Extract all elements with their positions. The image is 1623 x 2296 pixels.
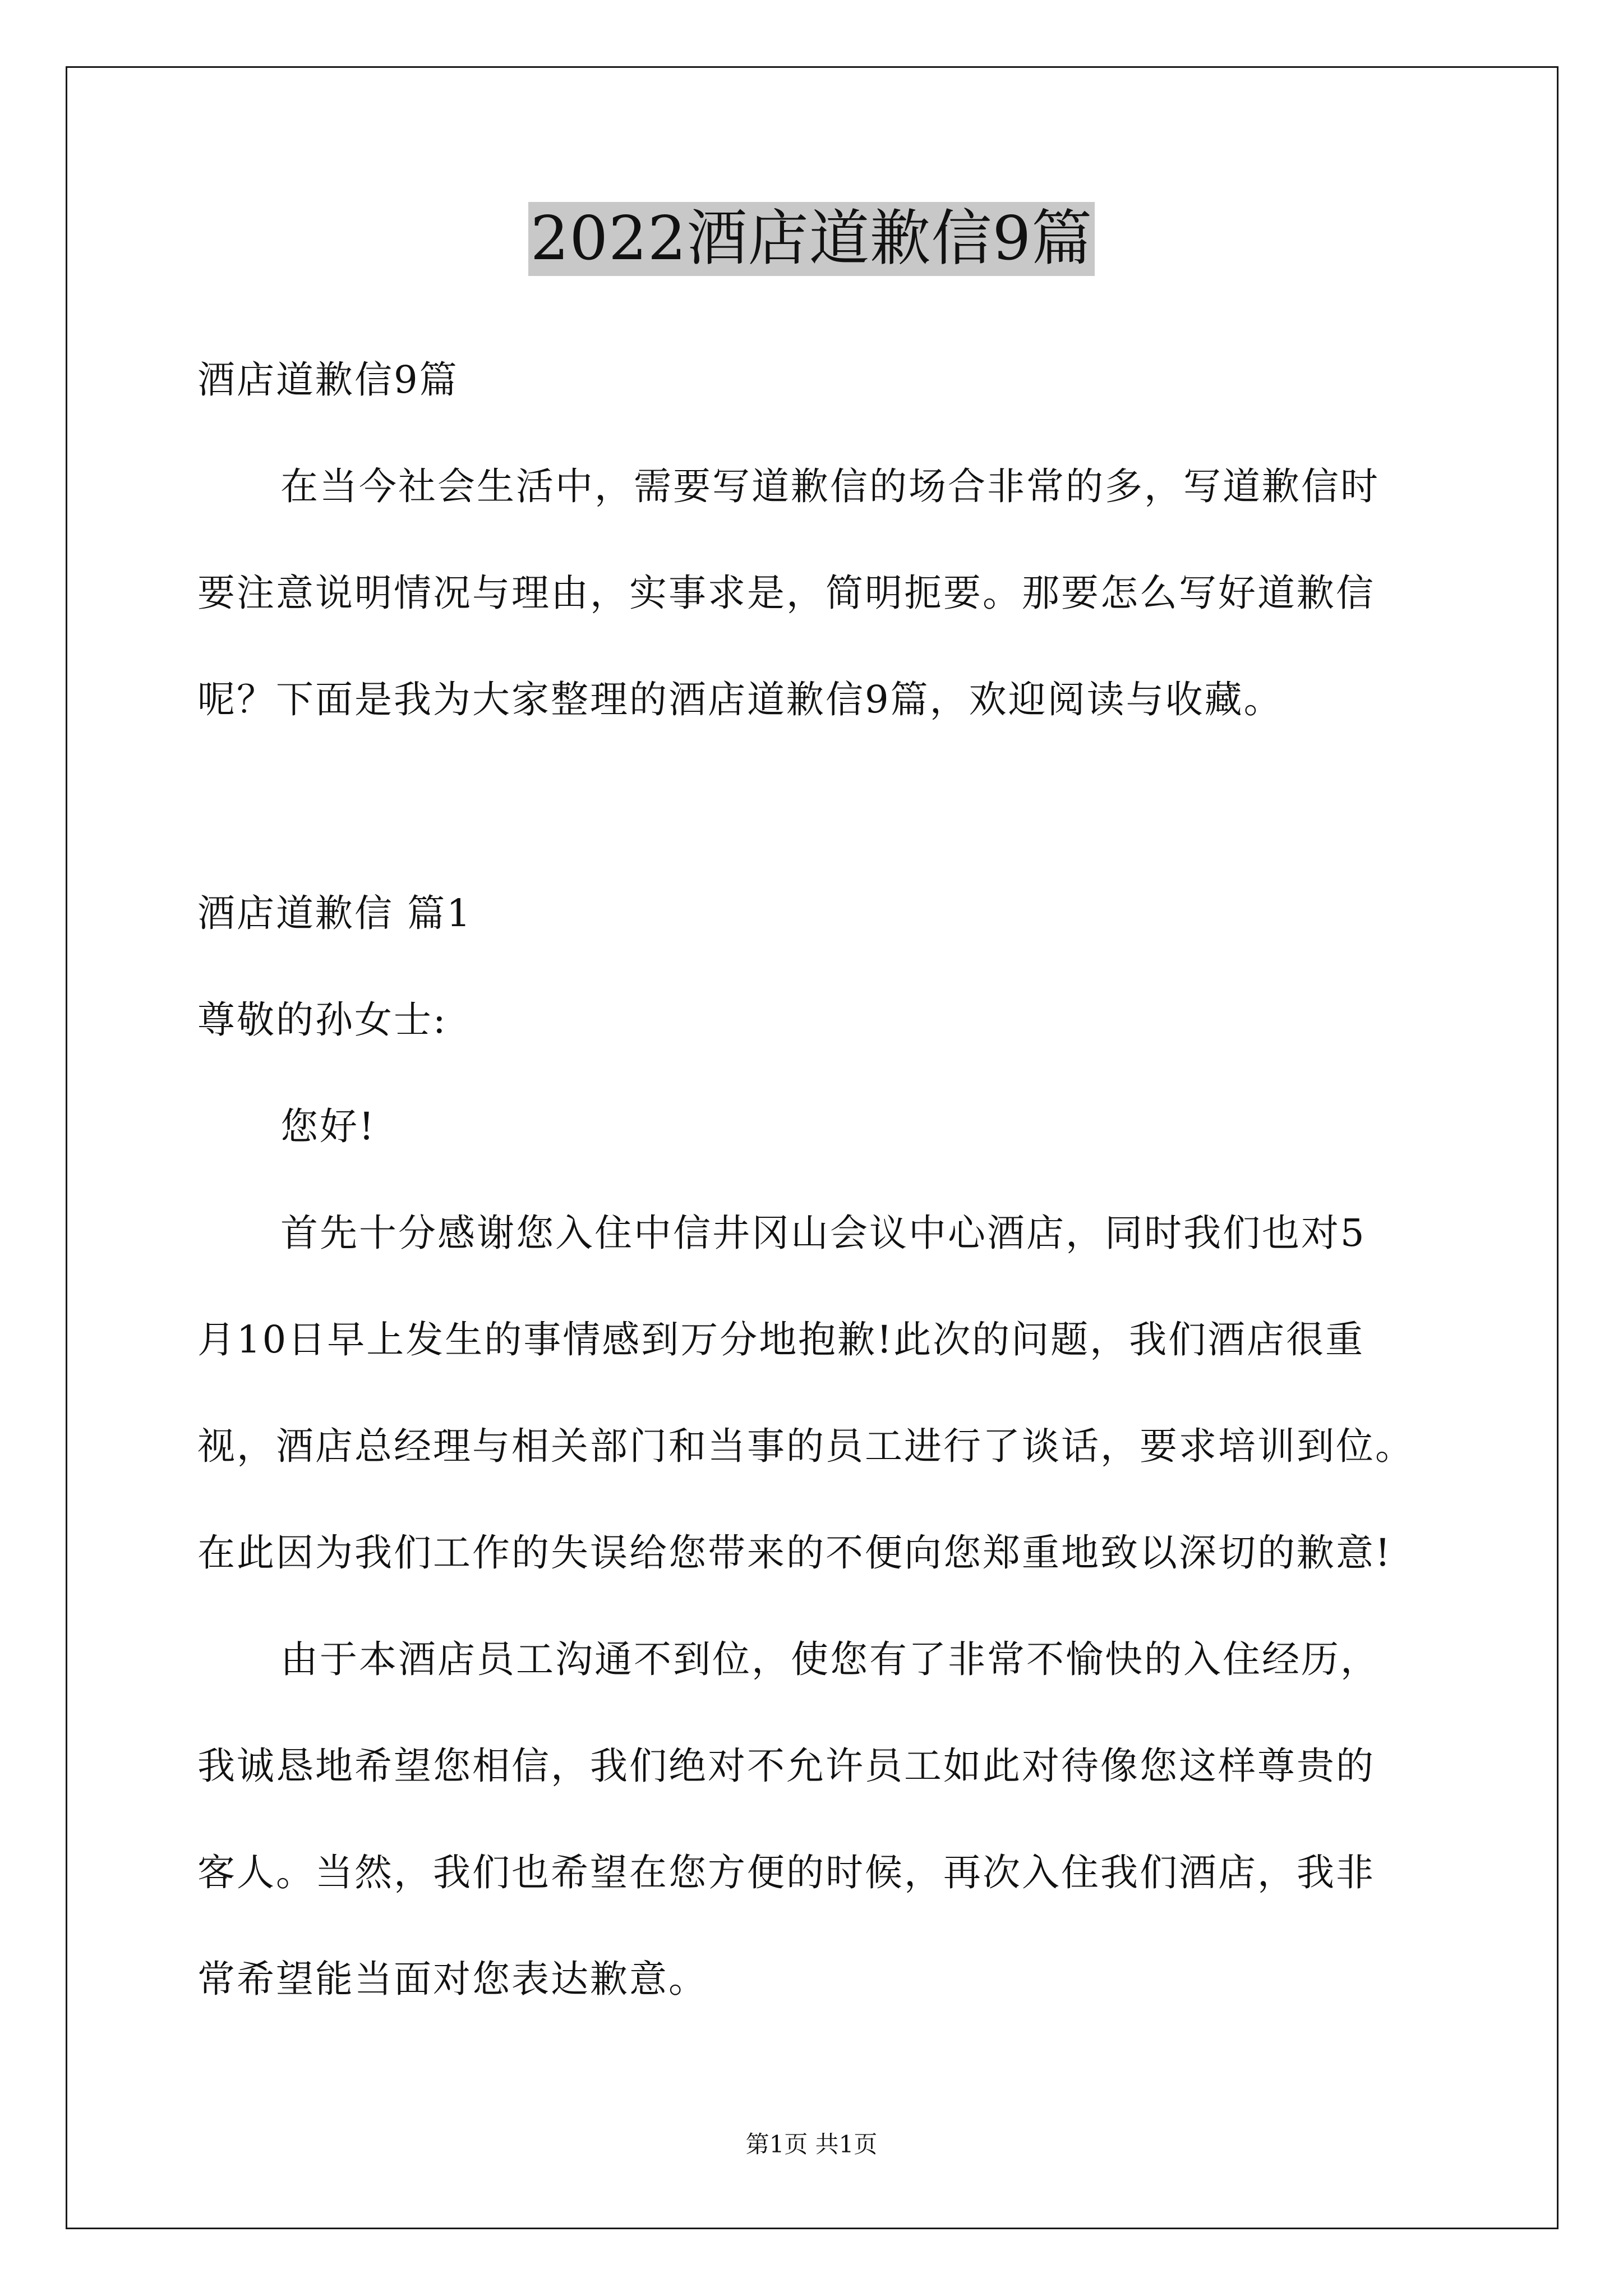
- document-title: 2022酒店道歉信9篇: [528, 202, 1095, 276]
- greeting: 您好!: [280, 1105, 376, 1148]
- paragraph2-line-1: 由于本酒店员工沟通不到位，使您有了非常不愉快的入住经历，: [280, 1637, 1380, 1681]
- salutation: 尊敬的孙女士:: [197, 998, 448, 1042]
- paragraph1-line-2: 月10日早上发生的事情感到万分地抱歉!此次的问题，我们酒店很重: [197, 1318, 1365, 1361]
- paragraph2-line-2: 我诚恳地希望您相信，我们绝对不允许员工如此对待像您这样尊贵的: [197, 1744, 1375, 1788]
- page-footer: 第1页 共1页: [745, 2131, 878, 2158]
- paragraph1-line-3: 视，酒店总经理与相关部门和当事的员工进行了谈话，要求培训到位。: [197, 1424, 1414, 1468]
- intro-line-3: 呢？下面是我为大家整理的酒店道歉信9篇，欢迎阅读与收藏。: [197, 678, 1283, 721]
- paragraph2-line-3: 客人。当然，我们也希望在您方便的时候，再次入住我们酒店，我非: [197, 1851, 1375, 1894]
- title-container: [0, 202, 1623, 276]
- section-heading: 酒店道歉信 篇1: [197, 891, 472, 935]
- paragraph2-line-4: 常希望能当面对您表达歉意。: [197, 1957, 708, 2001]
- document-subtitle: 酒店道歉信9篇: [197, 358, 459, 402]
- intro-line-1: 在当今社会生活中，需要写道歉信的场合非常的多，写道歉信时: [280, 464, 1380, 508]
- paragraph1-line-4: 在此因为我们工作的失误给您带来的不便向您郑重地致以深切的歉意!: [197, 1531, 1392, 1575]
- paragraph1-line-1: 首先十分感谢您入住中信井冈山会议中心酒店，同时我们也对5: [280, 1211, 1366, 1255]
- intro-line-2: 要注意说明情况与理由，实事求是，简明扼要。那要怎么写好道歉信: [197, 571, 1375, 615]
